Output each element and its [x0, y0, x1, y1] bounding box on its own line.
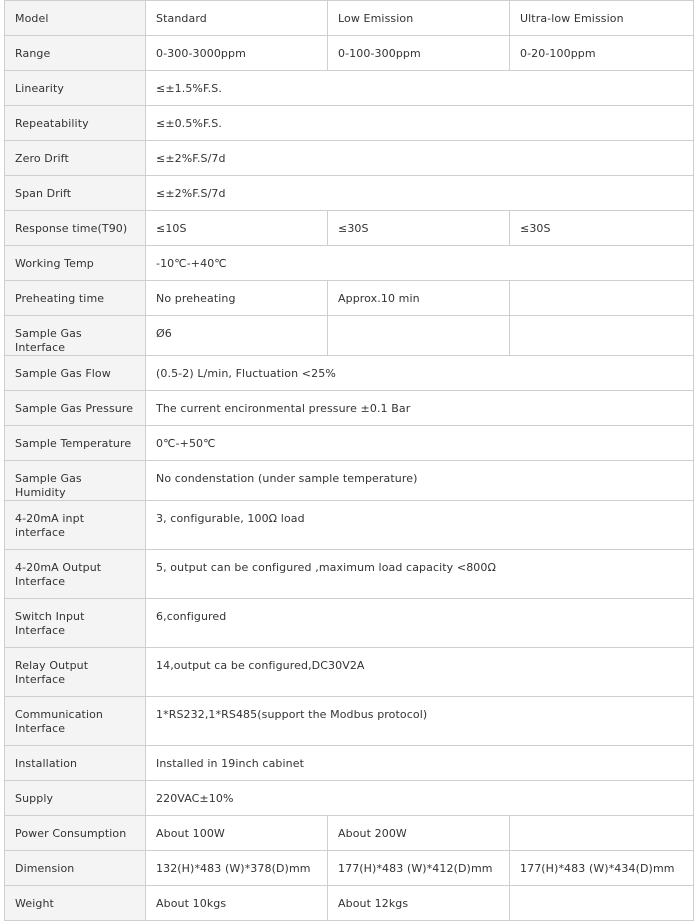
- table-row: [5, 648, 694, 697]
- row-value-cell: About 200W: [328, 816, 510, 851]
- row-value-cell: -10℃-+40℃: [146, 246, 694, 281]
- row-label: Sample Gas Pressure: [5, 391, 146, 426]
- row-value-cell: 14,output ca be configured,DC30V2A: [146, 648, 694, 697]
- table-row: [5, 36, 694, 71]
- row-label: Weight: [5, 886, 146, 921]
- table-row: [5, 176, 694, 211]
- row-value-cell: 0-300-3000ppm: [146, 36, 328, 71]
- header-cell-standard: Standard: [146, 1, 328, 36]
- row-value-cell: ≤30S: [328, 211, 510, 246]
- row-value-cell: No preheating: [146, 281, 328, 316]
- row-label: Linearity: [5, 71, 146, 106]
- table-row: [5, 141, 694, 176]
- row-label: Span Drift: [5, 176, 146, 211]
- row-label: Sample Gas Flow: [5, 356, 146, 391]
- row-value-cell: ≤10S: [146, 211, 328, 246]
- row-value-cell: [510, 281, 694, 316]
- table-row: [5, 886, 694, 921]
- table-row: [5, 211, 694, 246]
- row-value-cell: ≤±2%F.S/7d: [146, 141, 694, 176]
- specification-table-body: [5, 1, 694, 921]
- row-value-cell: [510, 316, 694, 356]
- table-row: [5, 599, 694, 648]
- header-cell-low-emission: Low Emission: [328, 1, 510, 36]
- row-value-cell: 220VAC±10%: [146, 781, 694, 816]
- row-value-cell: About 10kgs: [146, 886, 328, 921]
- row-value-cell: ≤±1.5%F.S.: [146, 71, 694, 106]
- row-value-cell: 0-20-100ppm: [510, 36, 694, 71]
- row-label: 4-20mA inpt interface: [5, 501, 146, 550]
- row-label: Switch Input Interface: [5, 599, 146, 648]
- row-label: Sample Temperature: [5, 426, 146, 461]
- row-label: Sample Gas Interface: [5, 316, 146, 356]
- row-value-cell: 177(H)*483 (W)*434(D)mm: [510, 851, 694, 886]
- table-row: [5, 391, 694, 426]
- row-value-cell: 0℃-+50℃: [146, 426, 694, 461]
- header-cell-model: Model: [5, 1, 146, 36]
- table-row: [5, 746, 694, 781]
- row-label: Dimension: [5, 851, 146, 886]
- row-value-cell: ≤±2%F.S/7d: [146, 176, 694, 211]
- row-value-cell: 0-100-300ppm: [328, 36, 510, 71]
- table-row: [5, 426, 694, 461]
- table-row: [5, 281, 694, 316]
- specification-table: [4, 0, 694, 921]
- row-label: Sample Gas Humidity: [5, 461, 146, 501]
- row-value-cell: [510, 886, 694, 921]
- row-value-cell: Approx.10 min: [328, 281, 510, 316]
- row-value-cell: Ø6: [146, 316, 328, 356]
- row-value-cell: Installed in 19inch cabinet: [146, 746, 694, 781]
- row-label: Power Consumption: [5, 816, 146, 851]
- row-label: Preheating time: [5, 281, 146, 316]
- row-label: Installation: [5, 746, 146, 781]
- row-label: 4-20mA Output Interface: [5, 550, 146, 599]
- table-row: [5, 461, 694, 501]
- table-row: [5, 106, 694, 141]
- table-row: [5, 246, 694, 281]
- row-value-cell: 177(H)*483 (W)*412(D)mm: [328, 851, 510, 886]
- row-value-cell: 5, output can be configured ,maximum load capacity <800Ω: [146, 550, 694, 599]
- row-label: Zero Drift: [5, 141, 146, 176]
- table-row: [5, 316, 694, 356]
- row-value-cell: ≤±0.5%F.S.: [146, 106, 694, 141]
- row-label: Supply: [5, 781, 146, 816]
- table-row: [5, 71, 694, 106]
- table-row: [5, 356, 694, 391]
- row-value-cell: No condenstation (under sample temperature): [146, 461, 694, 501]
- row-value-cell: 1*RS232,1*RS485(support the Modbus protocol): [146, 697, 694, 746]
- row-value-cell: 132(H)*483 (W)*378(D)mm: [146, 851, 328, 886]
- row-label: Repeatability: [5, 106, 146, 141]
- table-row: [5, 697, 694, 746]
- table-row: [5, 781, 694, 816]
- row-label: Response time(T90): [5, 211, 146, 246]
- row-value-cell: 3, configurable, 100Ω load: [146, 501, 694, 550]
- row-label: Communication Interface: [5, 697, 146, 746]
- table-row: [5, 550, 694, 599]
- row-label: Range: [5, 36, 146, 71]
- table-header-row: [5, 1, 694, 36]
- table-row: [5, 851, 694, 886]
- row-label: Relay Output Interface: [5, 648, 146, 697]
- table-row: [5, 816, 694, 851]
- row-value-cell: ≤30S: [510, 211, 694, 246]
- row-value-cell: [328, 316, 510, 356]
- row-value-cell: (0.5-2) L/min, Fluctuation <25%: [146, 356, 694, 391]
- row-value-cell: [510, 816, 694, 851]
- row-value-cell: The current encironmental pressure ±0.1 Bar: [146, 391, 694, 426]
- row-value-cell: About 12kgs: [328, 886, 510, 921]
- row-label: Working Temp: [5, 246, 146, 281]
- row-value-cell: 6,configured: [146, 599, 694, 648]
- row-value-cell: About 100W: [146, 816, 328, 851]
- header-cell-ultra-low-emission: Ultra-low Emission: [510, 1, 694, 36]
- table-row: [5, 501, 694, 550]
